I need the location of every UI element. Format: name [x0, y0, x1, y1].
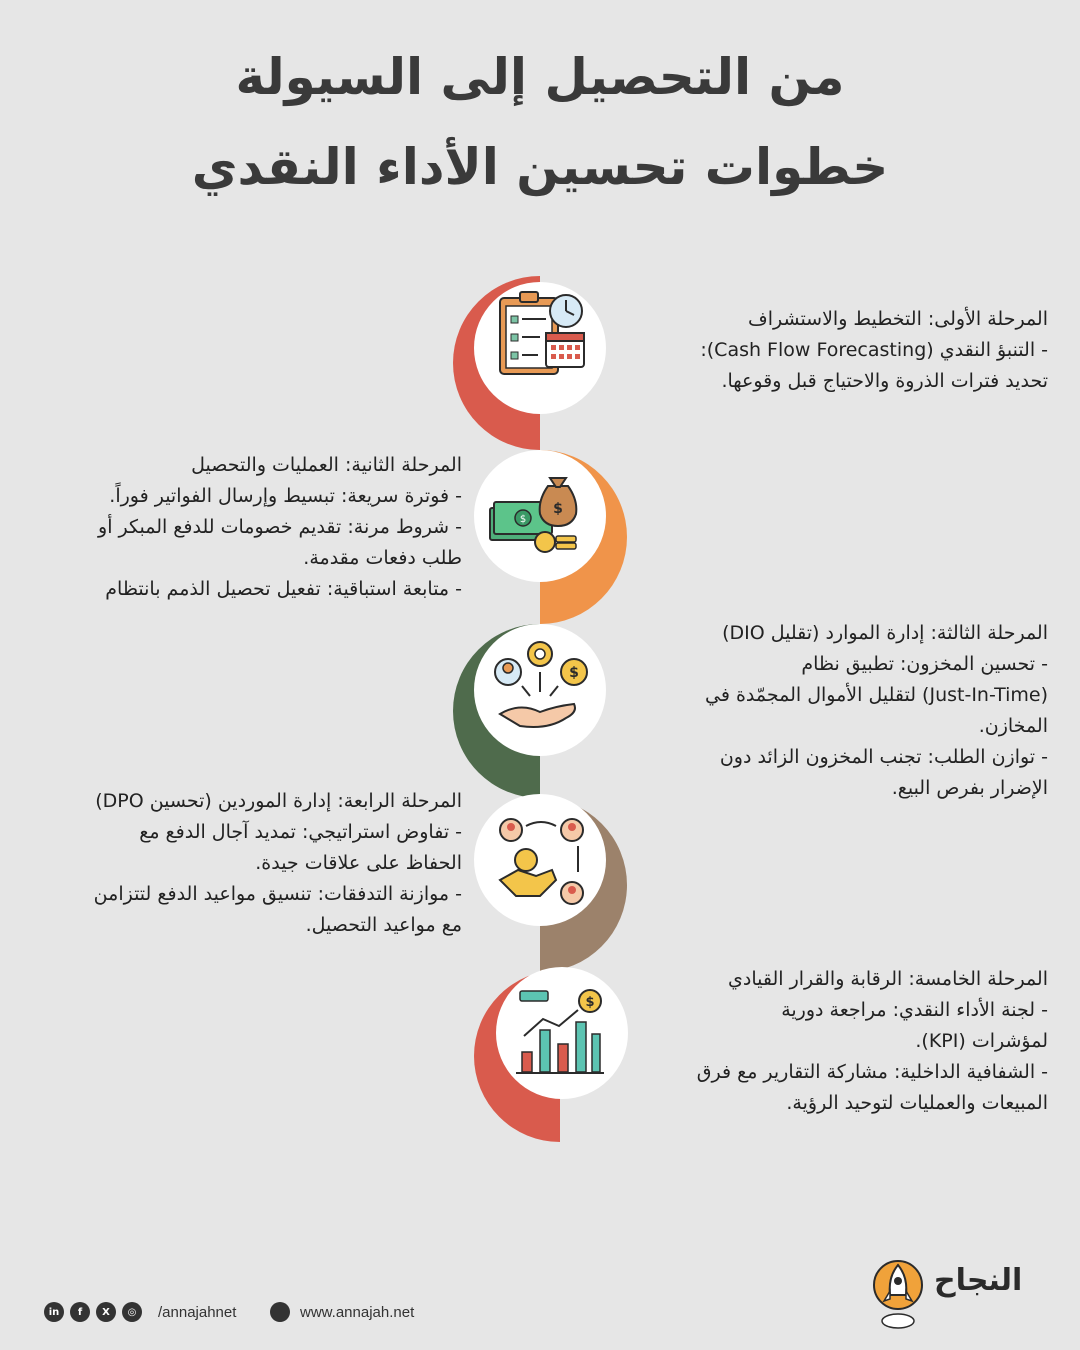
planning-clipboard-calendar-icon: [500, 292, 584, 374]
svg-text:$: $: [519, 514, 527, 525]
stage-4-line-2: الحفاظ على علاقات جيدة.: [255, 852, 462, 874]
stage-3-text: [628, 618, 1048, 804]
stage-3-line-3: المخازن.: [978, 715, 1048, 737]
stage-5-heading: المرحلة الخامسة: الرقابة والقرار القيادي: [728, 968, 1048, 990]
globe-icon: [270, 1302, 290, 1322]
stage-5-line-3: - الشفافية الداخلية: مشاركة التقارير مع فرق: [696, 1061, 1048, 1083]
svg-text:$: $: [585, 995, 595, 1010]
stage-5-disc: [496, 967, 628, 1099]
rocket-logo-icon: [868, 1255, 928, 1335]
stage-3-line-2: (Just-In-Time) لتقليل الأموال المجمّدة في: [705, 684, 1048, 706]
title-line-2: خطوات تحسين الأداء النقدي: [191, 138, 889, 196]
stage-5-line-1: - لجنة الأداء النقدي: مراجعة دورية: [781, 999, 1048, 1021]
brand-logo: [868, 1255, 1038, 1335]
stage-5-text: [628, 964, 1048, 1119]
website-text[interactable]: www.annajah.net: [300, 1303, 415, 1321]
stage-3-line-4: - توازن الطلب: تجنب المخزون الزائد دون: [719, 746, 1048, 768]
stage-2-text: [42, 450, 462, 605]
brand-name: النجاح: [934, 1263, 1023, 1298]
stage-3-line-1: - تحسين المخزون: تطبيق نظام: [801, 653, 1048, 675]
stage-4-line-4: مع مواعيد التحصيل.: [305, 914, 462, 936]
stage-1-line-1: - التنبؤ النقدي (Cash Flow Forecasting):: [700, 339, 1048, 361]
stage-4-disc: [474, 794, 606, 926]
linkedin-icon[interactable]: in: [44, 1302, 64, 1322]
stage-2-line-1: - فوترة سريعة: تبسيط وإرسال الفواتير فوراً.: [109, 485, 462, 507]
svg-text:$: $: [569, 665, 579, 681]
title-line-1: من التحصيل إلى السيولة: [235, 48, 845, 106]
facebook-icon[interactable]: f: [70, 1302, 90, 1322]
stage-5-line-4: المبيعات والعمليات لتوحيد الرؤية.: [786, 1092, 1048, 1114]
instagram-icon[interactable]: ◎: [122, 1302, 142, 1322]
stage-3-line-5: الإضرار بفرص البيع.: [891, 777, 1048, 799]
stage-1-line-2: تحديد فترات الذروة والاحتياج قبل وقوعها.: [721, 370, 1048, 392]
x-icon[interactable]: X: [96, 1302, 116, 1322]
social-links: [44, 1292, 236, 1332]
stage-3-heading: المرحلة الثالثة: إدارة الموارد (تقليل DIO): [722, 622, 1048, 644]
stage-4-line-1: - تفاوض استراتيجي: تمديد آجال الدفع مع: [139, 821, 462, 843]
stage-2-line-2: - شروط مرنة: تقديم خصومات للدفع المبكر أو: [98, 516, 462, 538]
social-handle[interactable]: /annajahnet: [158, 1303, 237, 1321]
website-link[interactable]: [270, 1292, 414, 1332]
stage-4-line-3: - موازنة التدفقات: تنسيق مواعيد الدفع لتتزامن: [93, 883, 462, 905]
stage-4-heading: المرحلة الرابعة: إدارة الموردين (تحسين DPO): [95, 790, 462, 812]
stage-4-text: [42, 786, 462, 941]
stage-1-text: [628, 304, 1048, 397]
stage-2-line-4: - متابعة استباقية: تفعيل تحصيل الذمم بانتظام: [105, 578, 462, 600]
svg-text:$: $: [553, 501, 563, 517]
stage-2-line-3: طلب دفعات مقدمة.: [303, 547, 462, 569]
stage-5-line-2: لمؤشرات (KPI).: [915, 1030, 1048, 1052]
stage-1-heading: المرحلة الأولى: التخطيط والاستشراف: [748, 308, 1048, 330]
stage-2-heading: المرحلة الثانية: العمليات والتحصيل: [191, 454, 462, 476]
